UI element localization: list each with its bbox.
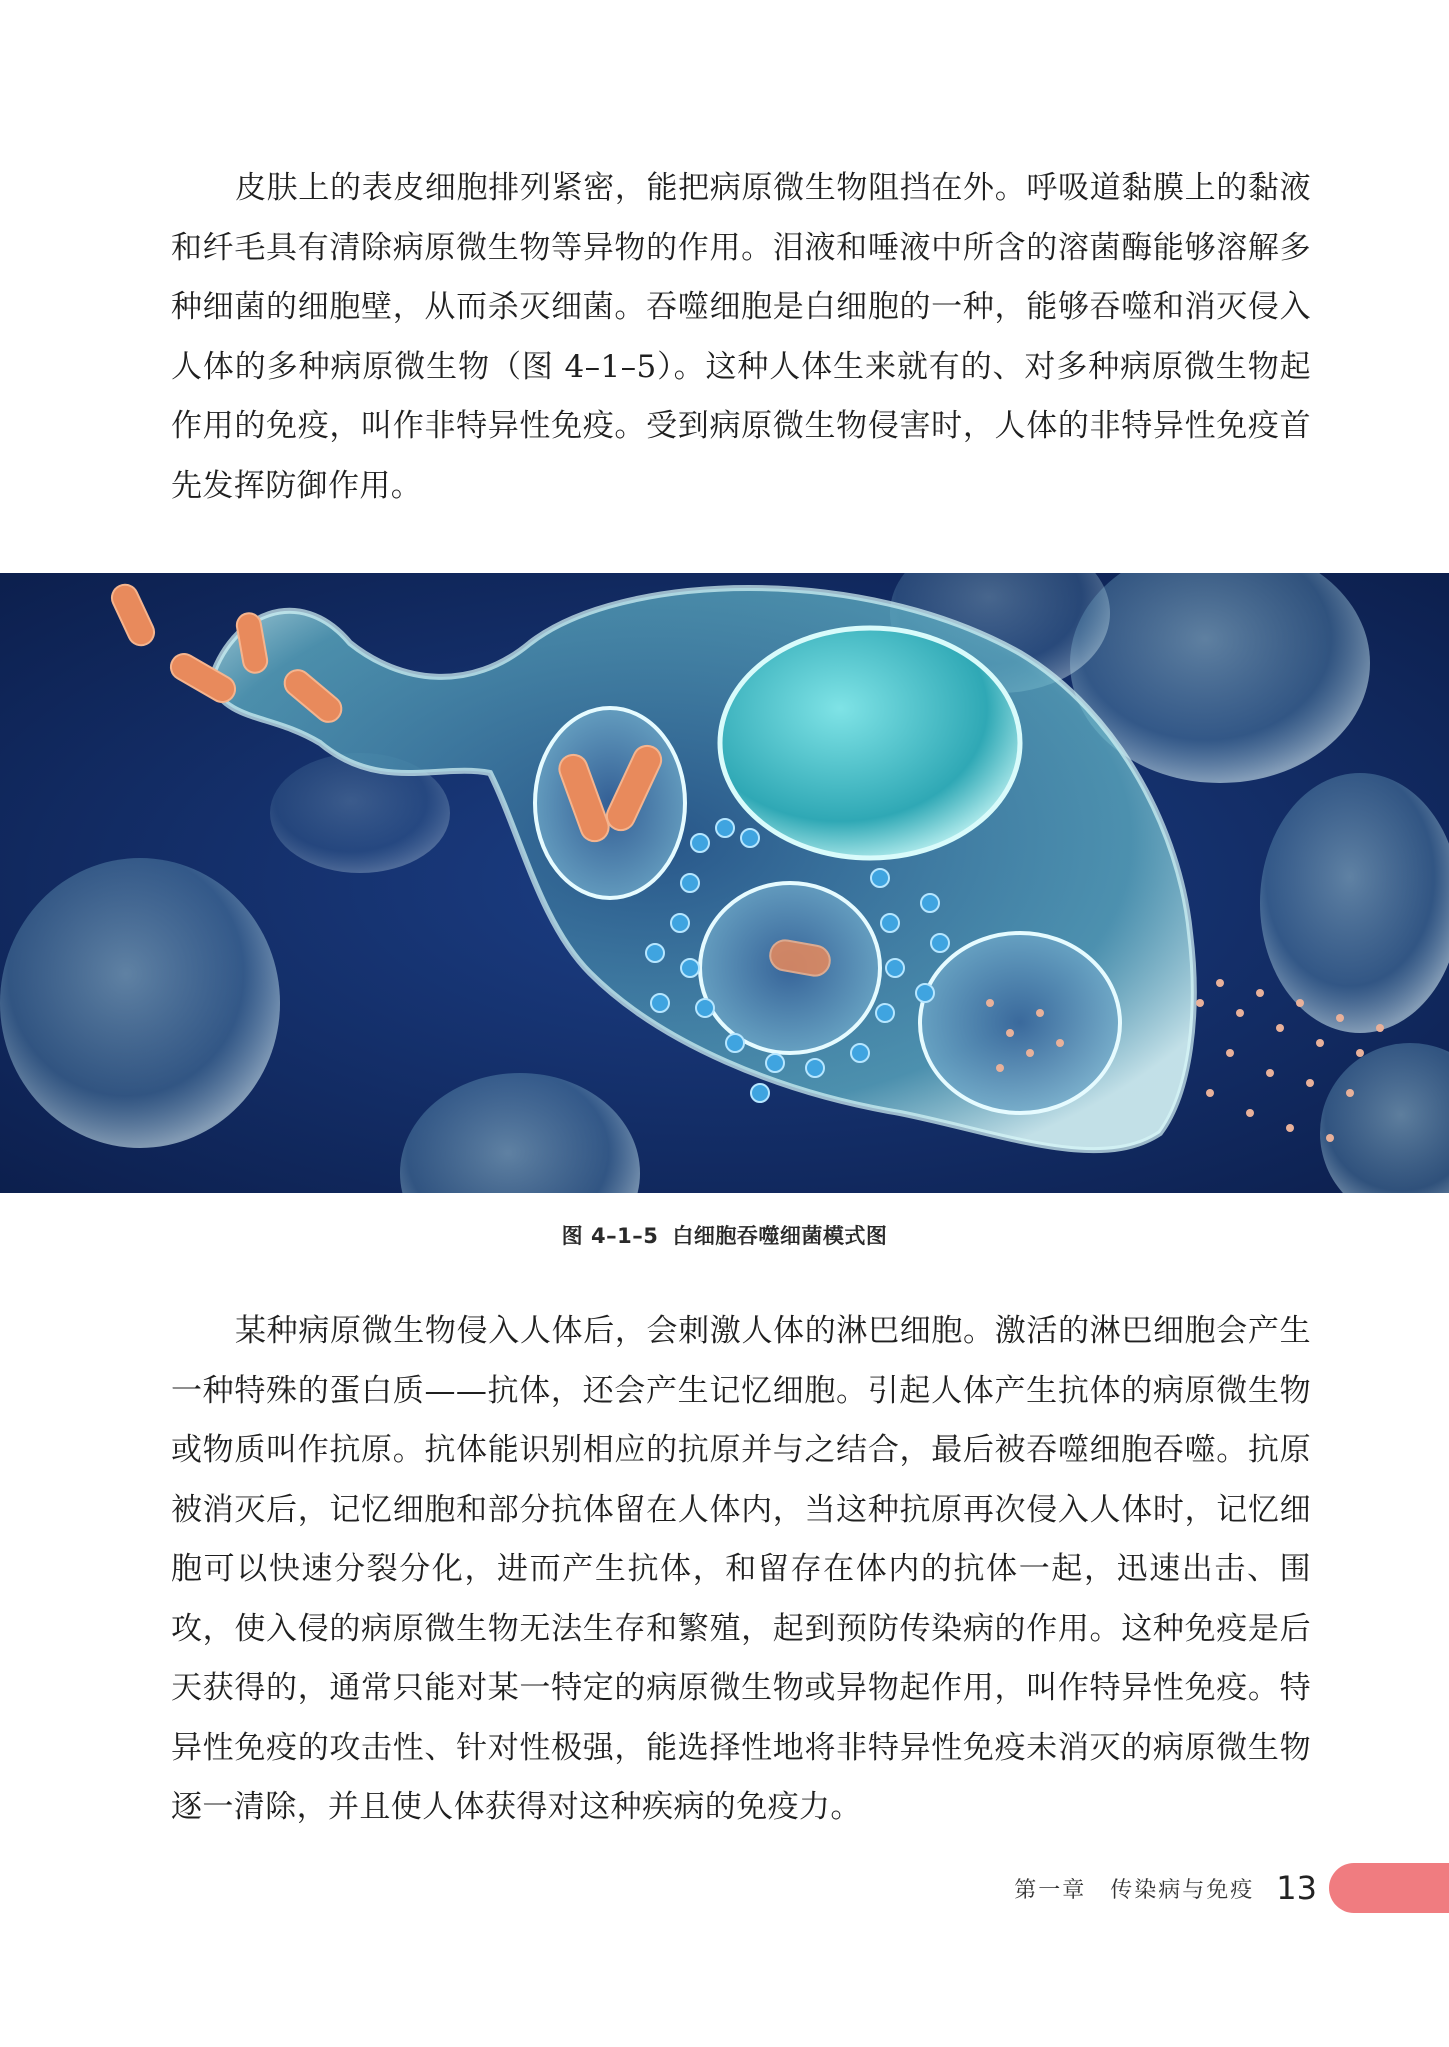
paragraph-2: 某种病原微生物侵入人体后，会刺激人体的淋巴细胞。激活的淋巴细胞会产生一种特殊的蛋白质——抗体，还会产生记忆细胞。引起人体产生抗体的病原微生物或物质叫作抗原。抗体能识别相应的抗原并与之结合，最后被吞噬细胞吞噬。抗原被消灭后，记忆细胞和部分抗体留在人体内，当这种抗原再次侵入人体时，记忆细胞可以快速分裂分化，进而产生抗体，和留存在体内的抗体一起，迅速出击、围攻，使入侵的病原微生物无法生存和繁殖，起到预防传染病的作用。这种免疫是后天获得的，通常只能对某一特定的病原微生物或异物起作用，叫作特异性免疫。特异性免疫的攻击性、针对性极强，能选择性地将非特异性免疫未消灭的病原微生物逐一清除，并且使人体获得对这种疾病的免疫力。 bbox=[171, 1313, 1311, 1825]
figure-number: 图 4–1–5 bbox=[561, 1224, 659, 1248]
page-footer bbox=[1014, 1863, 1449, 1913]
page-tab-decoration bbox=[1329, 1863, 1449, 1913]
figure-caption bbox=[0, 1220, 1449, 1250]
phagocyte-illustration bbox=[0, 573, 1449, 1193]
paragraph-1: 皮肤上的表皮细胞排列紧密，能把病原微生物阻挡在外。呼吸道黏膜上的黏液和纤毛具有清除病原微生物等异物的作用。泪液和唾液中所含的溶菌酶能够溶解多种细菌的细胞壁，从而杀灭细菌。吞噬细胞是白细胞的一种，能够吞噬和消灭侵入人体的多种病原微生物（图 4–1–5）。这种人体生来就有的、对多种病原微生物起作用的免疫，叫作非特异性免疫。受到病原微生物侵害时，人体的非特异性免疫首先发挥防御作用。 bbox=[171, 170, 1311, 504]
page-number: 13 bbox=[1276, 1869, 1317, 1907]
figure-phagocyte-illustration bbox=[0, 573, 1449, 1193]
chapter-title: 第一章 传染病与免疫 bbox=[1014, 1877, 1255, 1903]
figure-caption-text: 白细胞吞噬细菌模式图 bbox=[672, 1224, 888, 1248]
